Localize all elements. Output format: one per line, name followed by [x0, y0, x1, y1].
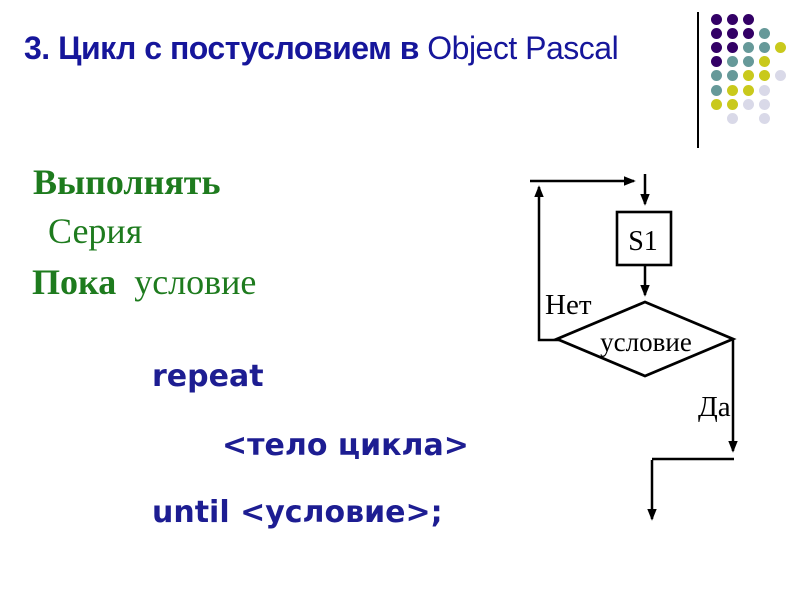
decor-dot — [775, 42, 786, 53]
no-label: Нет — [545, 289, 592, 321]
title-main-text: 3. Цикл с постусловием в — [24, 30, 428, 66]
decor-dot — [775, 70, 786, 81]
decor-dot — [711, 70, 722, 81]
decor-dot — [727, 99, 738, 110]
decor-dot — [759, 28, 770, 39]
pseudo-while-condition: условие — [134, 262, 257, 302]
code-line-until: until <условие>; — [152, 495, 443, 530]
decor-dot — [711, 85, 722, 96]
decor-dot — [759, 99, 770, 110]
decor-dot — [743, 42, 754, 53]
decor-dot — [711, 28, 722, 39]
decor-dot — [743, 28, 754, 39]
decor-dot — [711, 56, 722, 67]
flowchart-svg — [520, 165, 760, 545]
decor-dot — [711, 42, 722, 53]
yes-label: Да — [698, 391, 731, 423]
pseudo-while-keyword: Пока — [32, 262, 117, 302]
decor-dot — [727, 56, 738, 67]
title-tech-name: Object Pascal — [427, 30, 619, 66]
decor-dot — [759, 85, 770, 96]
decor-dot — [759, 70, 770, 81]
decor-dot — [727, 70, 738, 81]
pseudo-line-do: Выполнять — [33, 162, 221, 202]
code-line-repeat: repeat — [152, 359, 264, 394]
decor-dot — [743, 99, 754, 110]
decor-dot — [759, 56, 770, 67]
decor-dot — [711, 99, 722, 110]
decor-dot — [711, 14, 722, 25]
decor-dot — [743, 56, 754, 67]
decor-dot — [727, 113, 738, 124]
decor-dot — [759, 42, 770, 53]
decor-dot — [743, 14, 754, 25]
decor-dot — [759, 113, 770, 124]
page-title — [24, 30, 618, 67]
s1-label: S1 — [628, 226, 658, 257]
condition-label: условие — [600, 327, 692, 357]
decor-dot — [727, 85, 738, 96]
decor-dot — [727, 28, 738, 39]
pseudo-line-while — [32, 262, 256, 302]
code-line-loop-body: <тело цикла> — [222, 428, 469, 463]
decor-vertical-rule — [697, 12, 699, 148]
decor-dot — [743, 70, 754, 81]
decor-dot — [727, 14, 738, 25]
decor-dot — [743, 85, 754, 96]
decor-dot — [727, 42, 738, 53]
pseudo-line-series: Серия — [48, 211, 143, 251]
